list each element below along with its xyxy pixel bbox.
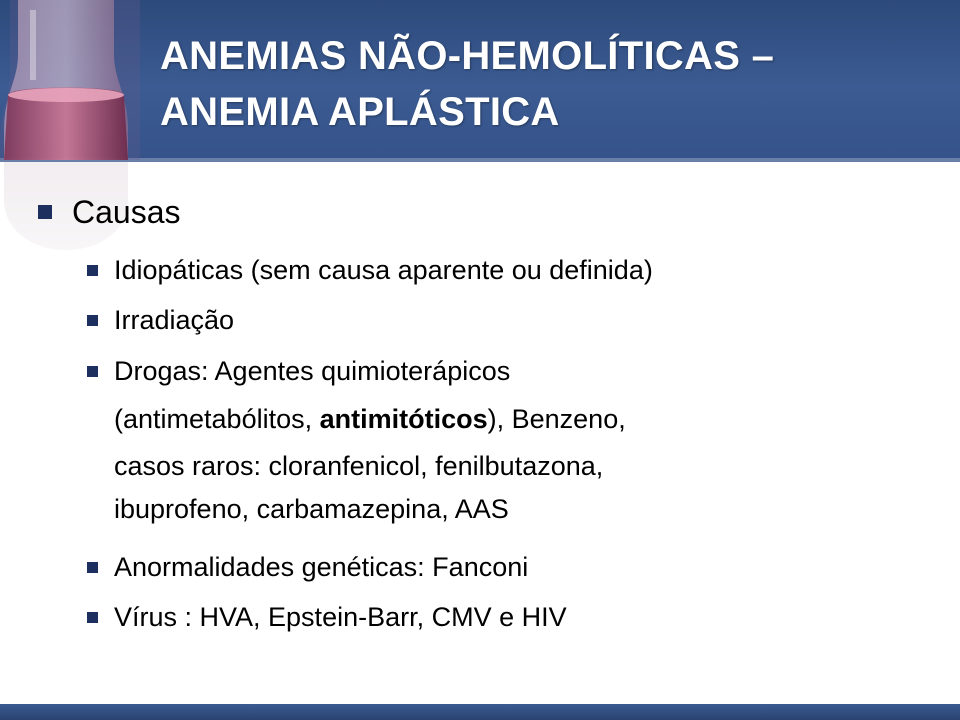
- bold-term: antimitóticos: [319, 404, 488, 434]
- square-bullet-icon: [38, 205, 52, 219]
- list-item-text: (antimetabólitos,: [114, 404, 320, 434]
- title-line-1: ANEMIAS NÃO-HEMOLÍTICAS –: [160, 34, 775, 78]
- list-item-text: ), Benzeno,: [487, 404, 626, 434]
- list-item-line: ibuprofeno, carbamazepina, AAS: [114, 494, 509, 524]
- list-item-line: Drogas: Agentes quimioterápicos: [114, 356, 511, 386]
- square-bullet-icon: [87, 562, 98, 573]
- square-bullet-icon: [87, 612, 98, 623]
- list-item: Irradiação: [114, 305, 235, 335]
- square-bullet-icon: [87, 265, 98, 276]
- list-item-line: casos raros: cloranfenicol, fenilbutazona,: [114, 451, 604, 481]
- list-item: Vírus : HVA, Epstein-Barr, CMV e HIV: [114, 602, 567, 632]
- list-item: Anormalidades genéticas: Fanconi: [114, 552, 529, 582]
- list-item-line: [114, 401, 626, 437]
- square-bullet-icon: [87, 366, 98, 377]
- footer-bar: [0, 704, 960, 720]
- title-line-2: ANEMIA APLÁSTICA: [160, 90, 560, 134]
- heading-causas: Causas: [72, 194, 181, 230]
- square-bullet-icon: [87, 315, 98, 326]
- list-item: Idiopáticas (sem causa aparente ou definida): [114, 255, 653, 285]
